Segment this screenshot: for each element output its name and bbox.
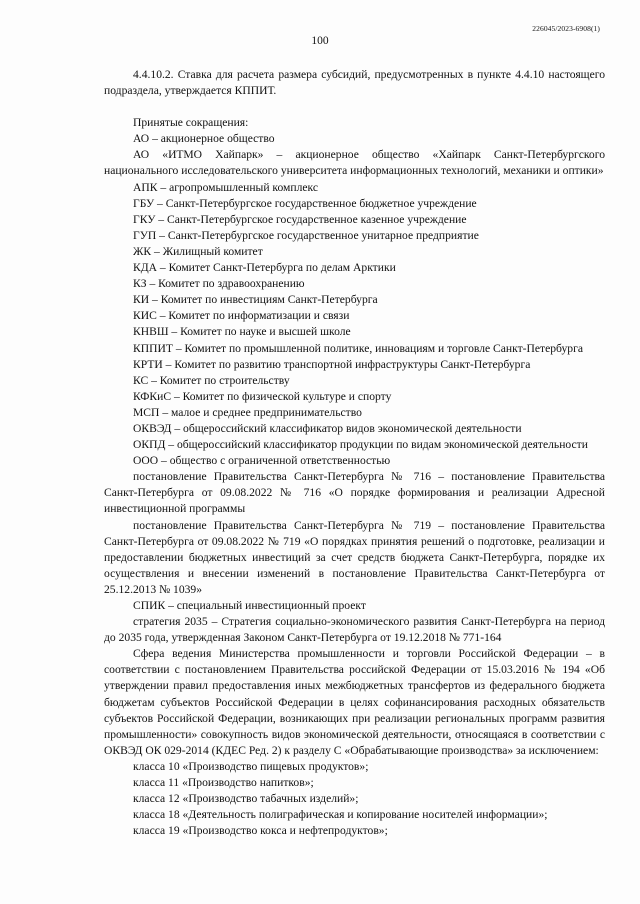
abbreviation-item: КДА – Комитет Санкт-Петербурга по делам Арктики xyxy=(133,261,396,275)
abbreviation-item: АПК – агропромышленный комплекс xyxy=(133,180,319,194)
abbreviation-item: КНВШ – Комитет по науке и высшей школе xyxy=(133,325,351,339)
document-body xyxy=(104,67,605,839)
abbreviation-item: КППИТ – Комитет по промышленной политике, инновациям и торговле Санкт-Петербурга xyxy=(133,341,583,355)
abbreviation-item: АО «ИТМО Хайпарк» – акционерное общество «Хайпарк Санкт-Петербургского национального исследовательского университета информационных технологий, механики и оптики» xyxy=(104,148,605,178)
abbreviation-item: ОКПД – общероссийский классификатор продукции по видам экономической деятельности xyxy=(133,438,588,452)
abbreviation-item: СПИК – специальный инвестиционный проект xyxy=(133,599,366,612)
abbreviation-item: Сфера ведения Министерства промышленности и торговли Российской Федерации – в соответствии с постановлением Правительства российской Федерации от 15.03.2016 № 194 «Об утверждении правил предоставления иных межбюджетных трансфертов из федерального бюджета бюджетам субъектов Российской Федерации в целях софинансирования расходных обязательств субъектов Российской Федерации, возникающих при реализации региональных программ развития промышленности» совокупность видов экономической деятельности, относящаяся в соответствии с ОКВЭД ОК 029-2014 (КДЕС Ред. 2) к разделу С «Обрабатывающие производства» за исключением: xyxy=(104,647,605,757)
abbreviation-item: ЖК – Жилищный комитет xyxy=(133,244,263,258)
abbreviation-item: ОКВЭД – общероссийский классификатор видов экономической деятельности xyxy=(133,421,522,435)
abbreviation-item: КРТИ – Комитет по развитию транспортной инфраструктуры Санкт-Петербурга xyxy=(133,357,531,371)
abbreviation-item: ГБУ – Санкт-Петербургское государственное бюджетное учреждение xyxy=(133,196,477,210)
excluded-class-item: класса 19 «Производство кокса и нефтепродуктов»; xyxy=(133,824,388,838)
paragraph-subsidy-rate: 4.4.10.2. Ставка для расчета размера субсидий, предусмотренных в пункте 4.4.10 настоящего подраздела, утверждается КППИТ. xyxy=(104,68,605,98)
excluded-class-item: класса 18 «Деятельность полиграфическая и копирование носителей информации»; xyxy=(133,808,548,822)
abbreviation-item: ООО – общество с ограниченной ответственностью xyxy=(133,454,391,468)
abbreviations-heading: Принятые сокращения: xyxy=(133,116,249,130)
abbreviation-item: КИС – Комитет по информатизации и связи xyxy=(133,309,350,323)
excluded-class-item: класса 11 «Производство напитков»; xyxy=(133,776,314,790)
abbreviation-item: КФКиС – Комитет по физической культуре и спорту xyxy=(133,389,392,403)
abbreviation-item: стратегия 2035 – Стратегия социально-экономического развития Санкт-Петербурга на период до 2035 года, утвержденная Законом Санкт-Петербурга от 19.12.2018 № 771-164 xyxy=(104,615,605,645)
excluded-class-item: класса 12 «Производство табачных изделий»; xyxy=(133,792,359,806)
abbreviation-item: ГУП – Санкт-Петербургское государственное унитарное предприятие xyxy=(133,228,479,242)
abbreviation-item: КЗ – Комитет по здравоохранению xyxy=(133,277,305,291)
abbreviation-item: постановление Правительства Санкт-Петербурга № 716 – постановление Правительства Санкт-Петербурга от 09.08.2022 № 716 «О порядке формирования и реализации Адресной инвестиционной программы xyxy=(104,470,605,516)
abbreviation-item: КС – Комитет по строительству xyxy=(133,373,290,387)
abbreviation-item: КИ – Комитет по инвестициям Санкт-Петербурга xyxy=(133,293,378,307)
abbreviation-item: ГКУ – Санкт-Петербургское государственное казенное учреждение xyxy=(133,212,467,226)
document-id: 226045/2023-6908(1) xyxy=(532,24,600,33)
excluded-class-item: класса 10 «Производство пищевых продуктов»; xyxy=(133,759,369,773)
abbreviation-item: постановление Правительства Санкт-Петербурга № 719 – постановление Правительства Санкт-Петербурга от 09.08.2022 № 719 «О порядках принятия решений о подготовке, реализации и предоставлении бюджетных инвестиций за счет средств бюджета Санкт-Петербурга, порядке их осуществления и внесении изменений в постановление Правительства Санкт-Петербурга от 25.12.2013 № 1039» xyxy=(104,518,605,596)
abbreviation-item: МСП – малое и среднее предпринимательство xyxy=(133,405,362,419)
abbreviation-item: АО – акционерное общество xyxy=(133,132,275,146)
blank-line xyxy=(104,99,605,115)
page-number: 100 xyxy=(311,35,329,47)
